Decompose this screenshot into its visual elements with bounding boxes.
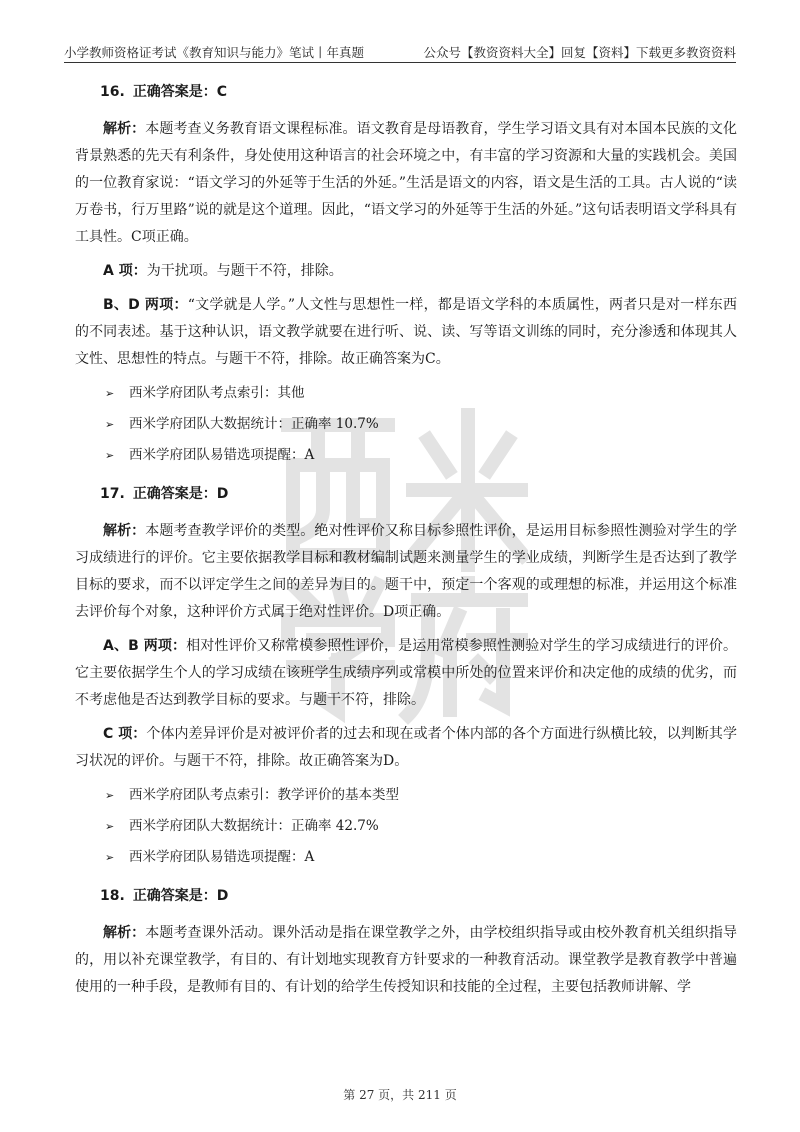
question-number: 16. <box>100 84 125 100</box>
paragraph-lead: B、D 两项： <box>103 297 188 313</box>
analysis-paragraph <box>75 920 737 1001</box>
stats-text: 西米学府团队大数据统计：正确率 42.7% <box>129 818 379 834</box>
stats-list <box>75 782 737 875</box>
stats-item <box>75 380 737 411</box>
stats-item <box>75 844 737 875</box>
arrow-bullet-icon: ➢ <box>105 851 115 864</box>
paragraph-lead: A、B 两项： <box>103 638 187 654</box>
arrow-bullet-icon: ➢ <box>105 820 115 833</box>
option-paragraph <box>75 292 737 373</box>
stats-text: 西米学府团队易错选项提醒：A <box>129 849 315 865</box>
paragraph-text: 为干扰项。与题干不符，排除。 <box>146 263 343 279</box>
arrow-bullet-icon: ➢ <box>105 789 115 802</box>
paragraph-text: 相对性评价又称常模参照性评价，是运用常模参照性测验对学生的学习成绩进行的评价。它主要依据学生个人的学习成绩在该班学生成绩序列或常模中所处的位置来评价和决定他的成绩的优劣，而不考虑他是否达到教学目标的要求。与题干不符，排除。 <box>75 638 737 708</box>
paragraph-lead: 解析： <box>103 925 146 941</box>
header-right-note: 公众号【教资资料大全】回复【资料】下载更多教资资料 <box>423 45 736 60</box>
page-footer <box>0 1086 800 1103</box>
answer-title: 正确答案是：C <box>132 84 228 100</box>
paragraph-text: 本题考查教学评价的类型。绝对性评价又称目标参照性评价，是运用目标参照性测验对学生的学习成绩进行的评价。它主要依据教学目标和教材编制试题来测量学生的学业成绩，判断学生是否达到了教学目标的要求，而不以评定学生之间的差异为目的。题干中，预定一个客观的或理想的标准，并运用这个标准去评价每个对象，这种评价方式属于绝对性评价。D项正确。 <box>75 523 738 620</box>
option-paragraph <box>75 721 737 775</box>
arrow-bullet-icon: ➢ <box>105 418 115 431</box>
paragraph-text: “文学就是人学。”人文性与思想性一样，都是语文学科的本质属性，两者只是对一样东西的不同表述。基于这种认识，语文教学就要在进行听、说、读、写等语文训练的同时，充分渗透和体现其人文性、思想性的特点。与题干不符，排除。故正确答案为C。 <box>75 297 737 367</box>
answer-title: 正确答案是：D <box>132 888 229 904</box>
stats-text: 西米学府团队考点索引：其他 <box>129 385 305 401</box>
stats-item <box>75 411 737 442</box>
stats-item <box>75 442 737 473</box>
stats-text: 西米学府团队大数据统计：正确率 10.7% <box>129 416 379 432</box>
stats-item <box>75 813 737 844</box>
question-block-17 <box>75 481 737 875</box>
question-block-18 <box>75 883 737 1001</box>
analysis-paragraph <box>75 518 737 626</box>
paragraph-lead: A 项： <box>103 263 147 279</box>
paragraph-text: 本题考查课外活动。课外活动是指在课堂教学之外，由学校组织指导或由校外教育机关组织指导的，用以补充课堂教学，有目的、有计划地实现教育方针要求的一种教育活动。课堂教学是教育教学中普遍使用的一种手段，是教师有目的、有计划的给学生传授知识和技能的全过程，主要包括教师讲解、学 <box>75 925 738 995</box>
paragraph-lead: 解析： <box>103 121 146 137</box>
answer-heading <box>100 481 737 508</box>
paragraph-text: 个体内差异评价是对被评价者的过去和现在或者个体内部的各个方面进行纵横比较，以判断其学习状况的评价。与题干不符，排除。故正确答案为D。 <box>75 726 737 769</box>
page-header <box>64 40 736 63</box>
answer-heading <box>100 883 737 910</box>
option-paragraph <box>75 258 737 285</box>
stats-list <box>75 380 737 473</box>
arrow-bullet-icon: ➢ <box>105 387 115 400</box>
answer-title: 正确答案是：D <box>132 486 229 502</box>
paragraph-text: 本题考查义务教育语文课程标准。语文教育是母语教育，学生学习语文具有对本国本民族的文化背景熟悉的先天有利条件，身处使用这种语言的社会环境之中，有丰富的学习资源和大量的实践机会。美国的一位教育家说：“语文学习的外延等于生活的外延。”生活是语文的内容，语文是生活的工具。古人说的“读万卷书，行万里路”说的就是这个道理。因此，“语文学习的外延等于生活的外延。”这句话表明语文学科具有工具性。C项正确。 <box>75 121 738 245</box>
stats-text: 西米学府团队易错选项提醒：A <box>129 447 315 463</box>
stats-text: 西米学府团队考点索引：教学评价的基本类型 <box>129 787 399 803</box>
page-content <box>75 79 737 1009</box>
question-number: 18. <box>100 888 125 904</box>
question-number: 17. <box>100 486 125 502</box>
analysis-paragraph <box>75 116 737 251</box>
answer-heading <box>100 79 737 106</box>
header-left-title: 小学教师资格证考试《教育知识与能力》笔试丨年真题 <box>64 45 365 60</box>
stats-item <box>75 782 737 813</box>
arrow-bullet-icon: ➢ <box>105 449 115 462</box>
paragraph-lead: 解析： <box>103 523 146 539</box>
question-block-16 <box>75 79 737 473</box>
page-number: 第 27 页，共 211 页 <box>343 1088 457 1102</box>
option-paragraph <box>75 633 737 714</box>
paragraph-lead: C 项： <box>103 726 147 742</box>
